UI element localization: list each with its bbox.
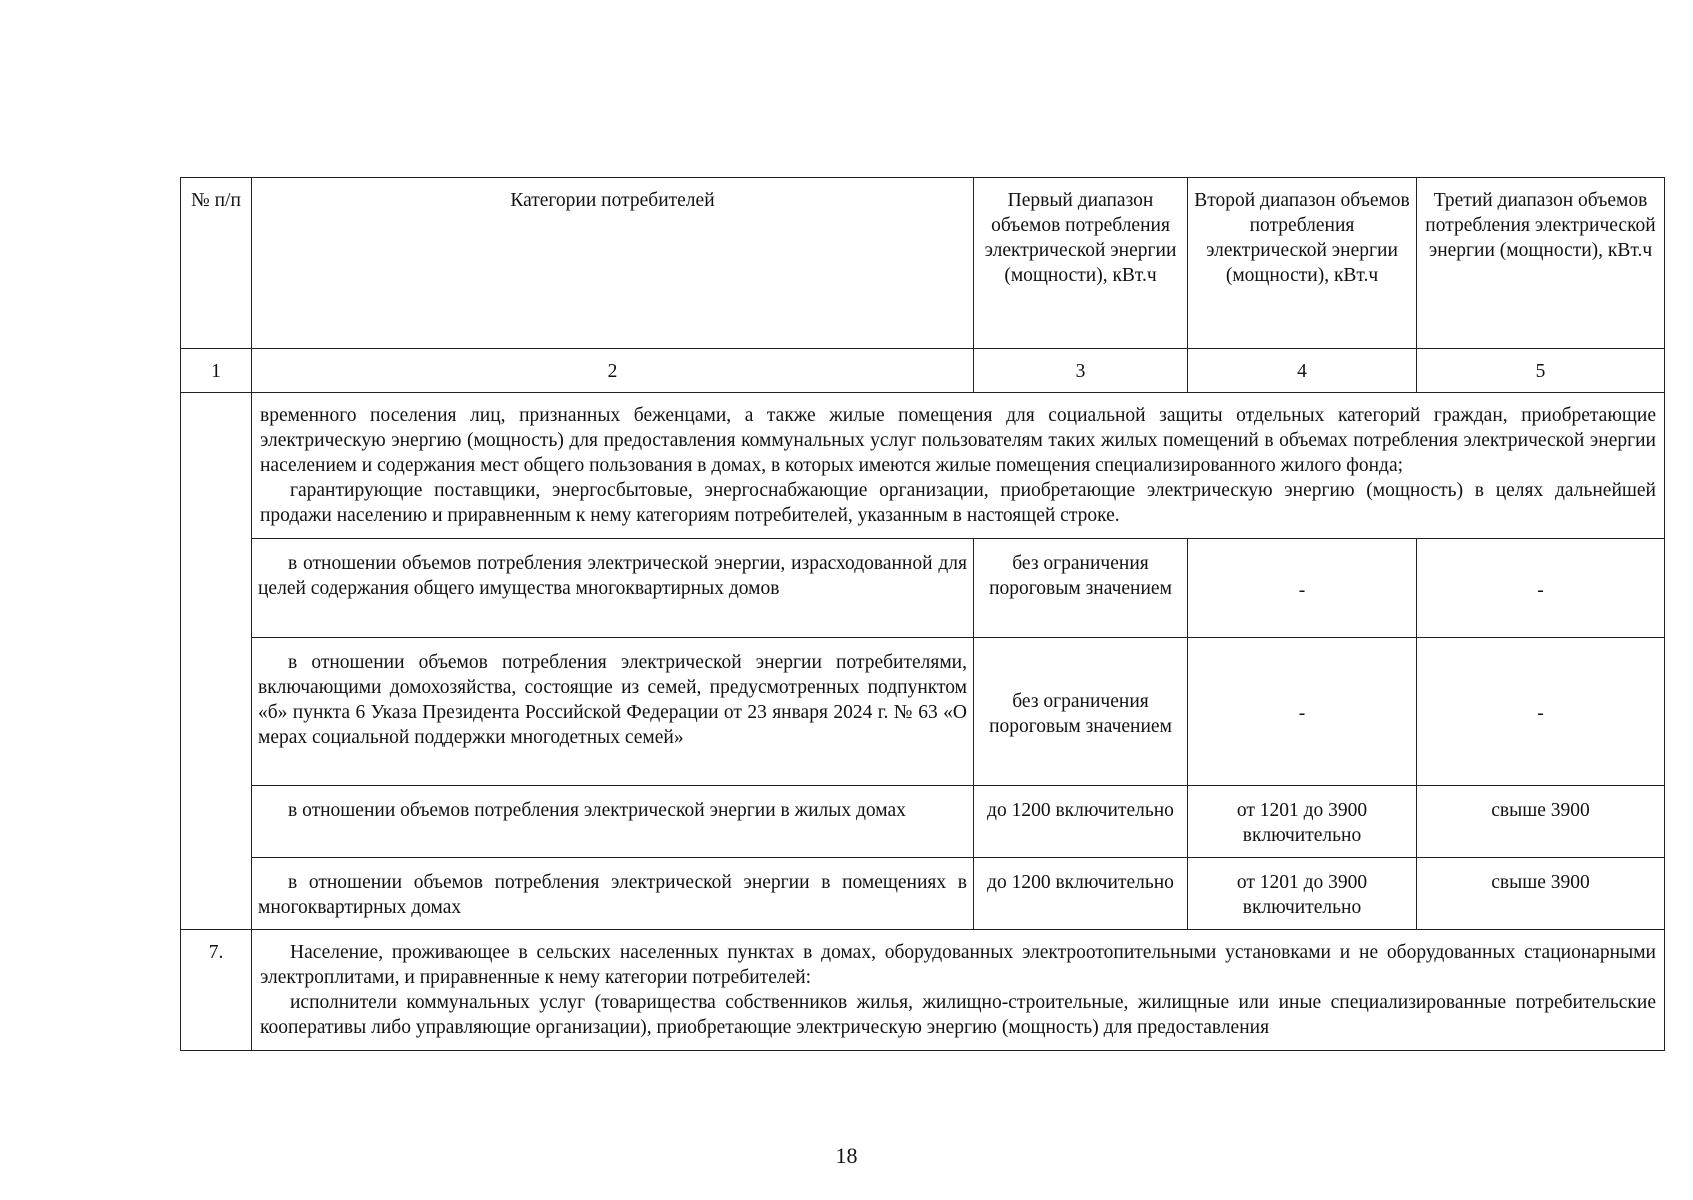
table-row [181,638,1665,786]
column-numbers-row [181,349,1665,393]
header-number: № п/п [181,178,252,349]
row-third-range: - [1417,638,1665,786]
item7-text-cell [252,930,1665,1051]
row-second-range: - [1188,638,1417,786]
column-number-3: 3 [974,349,1188,393]
row-description: в отношении объемов потребления электрической энергии в помещениях в многоквартирных домах [252,858,974,930]
item7-number: 7. [181,930,252,1051]
header-category: Категории потребителей [252,178,974,349]
item7-paragraph: исполнители коммунальных услуг (товарищества собственников жилья, жилищно-строительные, жилищные или иные специализированные потребительские кооперативы либо управляющие организации), приобретающие электрическую энергию (мощность) для предоставления [260,992,1656,1038]
row-third-range: свыше 3900 [1417,858,1665,930]
column-number-2: 2 [252,349,974,393]
row-second-range: - [1188,539,1417,638]
item7-row [181,930,1665,1051]
continuation-paragraph: временного поселения лиц, признанных беженцами, а также жилые помещения для социальной защиты отдельных категорий граждан, приобретающие электрическую энергию (мощность) для предоставления коммунальных услуг пользователям таких жилых помещений в объемах потребления электрической энергии населением и содержания мест общего пользования в домах, в которых имеются жилые помещения специализированного жилого фонда; [260,405,1656,476]
table-row [181,858,1665,930]
column-number-1: 1 [181,349,252,393]
row-description: в отношении объемов потребления электрической энергии, израсходованной для целей содержания общего имущества многоквартирных домов [252,539,974,638]
header-row [181,178,1665,349]
continuation-paragraph: гарантирующие поставщики, энергосбытовые, энергоснабжающие организации, приобретающие электрическую энергию (мощность) в целях дальнейшей продажи населению и приравненным к нему категориям потребителей, указанным в настоящей строке. [260,480,1656,526]
continuation-row [181,393,1665,539]
continuation-number-cell [181,393,252,930]
table-row [181,539,1665,638]
header-third-range: Третий диапазон объемов потребления электрической энергии (мощности), кВт.ч [1417,178,1665,349]
row-third-range: свыше 3900 [1417,786,1665,858]
continuation-text-cell [252,393,1665,539]
page-number: 18 [835,1143,858,1168]
header-second-range: Второй диапазон объемов потребления электрической энергии (мощности), кВт.ч [1188,178,1417,349]
row-description: в отношении объемов потребления электрической энергии потребителями, включающими домохозяйства, состоящие из семей, предусмотренных подпунктом «б» пункта 6 Указа Президента Российской Федерации от 23 января 2024 г. № 63 «О мерах социальной поддержки многодетных семей» [252,638,974,786]
row-first-range: без ограничения пороговым значением [974,539,1188,638]
column-number-5: 5 [1417,349,1665,393]
row-first-range: до 1200 включительно [974,786,1188,858]
row-third-range: - [1417,539,1665,638]
header-first-range: Первый диапазон объемов потребления электрической энергии (мощности), кВт.ч [974,178,1188,349]
row-description: в отношении объемов потребления электрической энергии в жилых домах [252,786,974,858]
item7-paragraph: Население, проживающее в сельских населенных пунктах в домах, оборудованных электроотопительными установками и не оборудованных стационарными электроплитами, и приравненные к нему категории потребителей: [260,942,1656,988]
row-first-range: без ограничения пороговым значением [974,638,1188,786]
row-second-range: от 1201 до 3900 включительно [1188,858,1417,930]
column-number-4: 4 [1188,349,1417,393]
table-row [181,786,1665,858]
row-second-range: от 1201 до 3900 включительно [1188,786,1417,858]
tariff-table [180,177,1665,1051]
row-first-range: до 1200 включительно [974,858,1188,930]
